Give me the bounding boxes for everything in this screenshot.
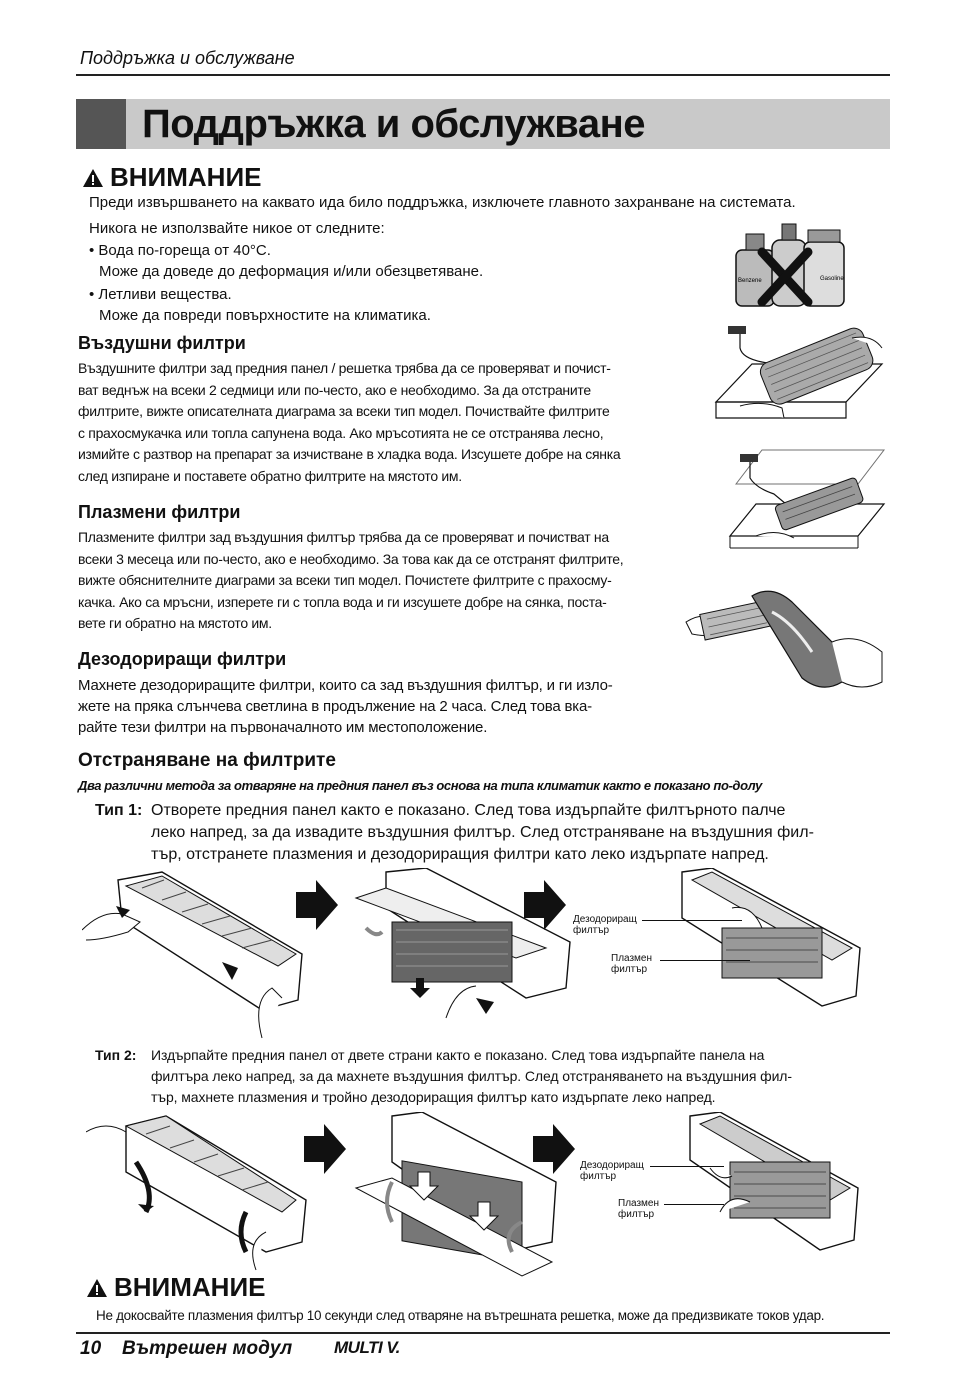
text-line: райте тези филтри на първоначалното им местоположение.: [78, 719, 488, 736]
step-arrow-icon: [304, 1124, 346, 1174]
section-heading-plasma-filters: Плазмени филтри: [78, 502, 241, 522]
text-line: Въздушните филтри зад предния панел / решетка трябва да се проверяват и почист-: [78, 360, 611, 376]
text-line: леко напред, за да извадите въздушния филтър. След отстраняване на въздушния фил-: [151, 824, 814, 841]
callout-text: Плазмен: [618, 1198, 660, 1209]
warning-heading-text: ВНИМАНИЕ: [114, 1272, 266, 1302]
step-arrow-icon: [533, 1124, 575, 1174]
warning-heading: [86, 1272, 265, 1303]
warning-line: Преди извършването на каквато ида било поддръжка, изключете главното захранване на системата.: [89, 194, 796, 211]
callout-text: филтър: [618, 1209, 655, 1220]
text-line: ват веднъж на всеки 2 седмици или по-често, ако е необходимо. За да отстраните: [78, 381, 591, 398]
plasma-filters-text: [78, 527, 698, 635]
text-line: качка. Ако са мръсни, изперете ги с топла вода и ги изсушете добре на сянка, поста-: [78, 593, 607, 610]
page-title: Поддръжка и обслужване: [142, 102, 646, 146]
section-heading-air-filters: Въздушни филтри: [78, 333, 246, 353]
step-arrow-icon: [524, 880, 566, 930]
footer-rule: [76, 1332, 890, 1334]
text-line: тър, махнете плазмения и тройно дезодориращия филтър като издърпате леко напред.: [151, 1089, 716, 1105]
air-filters-text: [78, 358, 698, 487]
multiv-logo: MULTI V.: [334, 1338, 400, 1357]
washing-filter-illustration: [712, 318, 884, 426]
text-line: Отворете предния панел както е показано. След това издърпайте филтърното палче: [151, 802, 786, 819]
warning-heading-text: ВНИМАНИЕ: [110, 162, 262, 192]
type2-step1-illustration: [86, 1112, 316, 1272]
text-line: с прахосмукачка или топла сапунена вода. Ако мръсотията не се отстранява лесно,: [78, 424, 604, 441]
text-line: филтрите, вижте описателната диаграма за всеки тип модел. Почиствайте филтрите: [78, 403, 610, 419]
bottle-label: Gasoline: [820, 276, 844, 282]
removal-note: Два различни метода за отваряне на предния панел въз основа на типа климатик както е показано по-долу: [78, 778, 762, 793]
step-arrow-icon: [296, 880, 338, 930]
callout-text: филтър: [580, 1171, 617, 1182]
warning2-text: Не докосвайте плазмения филтър 10 секунди след отваряне на вътрешната решетка, може да предизвикате токов удар.: [96, 1308, 825, 1323]
text-line: всеки 3 месеца или по-често, ако е необходимо. За това как да се отстранят филтрите,: [78, 550, 624, 567]
text-line: филтъра леко напред, за да махнете въздушния филтър. След отстраняването на въздушния фил-: [151, 1068, 792, 1084]
type1-text: [151, 800, 881, 866]
callout-plasma: [618, 1198, 659, 1220]
warning-line: Никога не използвайте никое от следните:: [89, 220, 385, 237]
callout-line: [660, 960, 750, 961]
callout-text: филтър: [611, 964, 648, 975]
title-block: [76, 99, 126, 149]
type2-step3-illustration: [660, 1112, 860, 1262]
section-heading-removal: Отстраняване на филтрите: [78, 750, 336, 771]
text-line: Плазмените филтри зад въздушния филтър трябва да се проверяват и почистват на: [78, 529, 609, 545]
section-heading-deodor-filters: Дезодориращи филтри: [78, 649, 287, 669]
type2-label: Тип 2:: [95, 1047, 137, 1063]
callout-text: Плазмен: [611, 953, 653, 964]
warning-bullet-detail: Може да повреди повърхностите на климатика.: [99, 307, 431, 324]
warning-heading: [82, 162, 261, 193]
warning-icon: [82, 168, 104, 188]
washing-plasma-illustration: [726, 444, 886, 550]
type2-step2-illustration: [352, 1112, 558, 1282]
vacuum-cleaner-illustration: [682, 582, 886, 702]
callout-text: филтър: [573, 925, 610, 936]
callout-deodor: [580, 1160, 644, 1182]
text-line: Махнете дезодориращите филтри, които са зад въздушния филтър, и ги изло-: [78, 677, 613, 694]
text-line: измийте с разтвор на препарат за изчистване в хладка вода. Изсушете добре на сянка: [78, 446, 621, 462]
text-line: вижте обяснителните диаграми за всеки тип модел. Почистете филтрите с прахосму-: [78, 572, 612, 588]
warning-bullet: • Вода по-гореща от 40°C.: [89, 242, 271, 259]
text-line: тър, отстранете плазмения и дезодориращия филтри като леко издърпате напред.: [151, 846, 769, 863]
callout-plasma: [611, 953, 652, 975]
type1-step3-illustration: [652, 868, 862, 1018]
text-line: след изпиране и поставете обратно филтрите на мястото им.: [78, 467, 462, 484]
callout-line: [650, 1166, 724, 1167]
text-line: Издърпайте предния панел от двете страни както е показано. След това издърпайте панела на: [151, 1047, 765, 1063]
type2-text: [151, 1045, 891, 1108]
text-line: вете ги обратно на мястото им.: [78, 615, 272, 631]
warning-bullet: • Летливи вещества.: [89, 286, 232, 303]
warning-bullet-detail: Може да доведе до деформация и/или обезцветяване.: [99, 263, 484, 280]
callout-line: [664, 1204, 724, 1205]
callout-deodor: [573, 914, 637, 936]
deodor-filters-text: [78, 675, 698, 738]
bottle-label: Benzene: [738, 278, 762, 284]
callout-text: Дезодориращ: [580, 1160, 644, 1171]
type1-label: Тип 1:: [95, 802, 143, 819]
text-line: жете на пряка слънчева светлина в продължение на 2 часа. След това вка-: [78, 698, 592, 715]
warning-icon: [86, 1278, 108, 1298]
page-number: 10: [80, 1338, 102, 1359]
footer-section: Вътрешен модул: [122, 1338, 293, 1359]
chemical-bottles-illustration: [732, 222, 862, 310]
running-header: Поддръжка и обслужване: [80, 48, 295, 68]
callout-line: [642, 920, 742, 921]
type1-step1-illustration: [82, 870, 312, 1040]
header-rule: [76, 74, 890, 76]
callout-text: Дезодориращ: [573, 914, 637, 925]
